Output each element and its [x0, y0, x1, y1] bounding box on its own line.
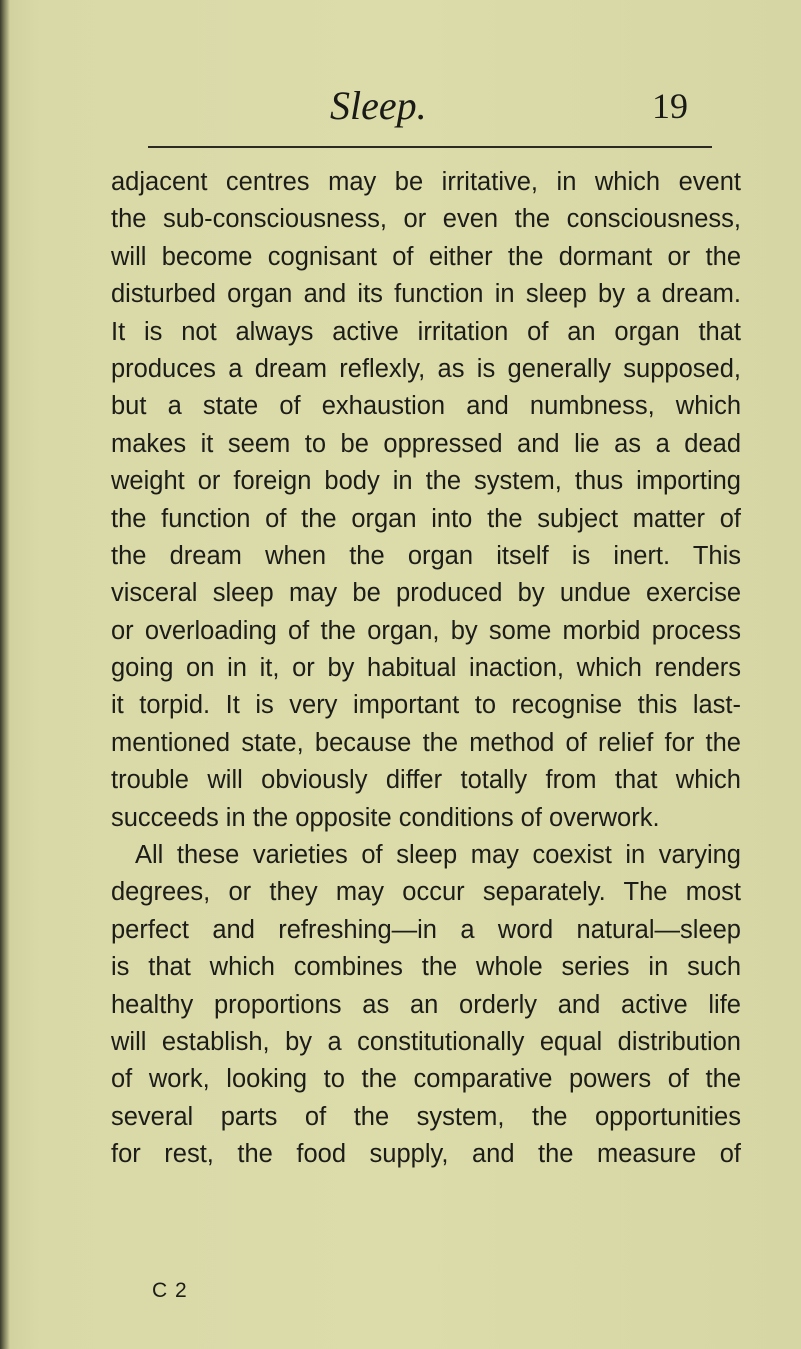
text-line: or overloading of the organ, by some morbid process: [111, 616, 741, 645]
running-title: Sleep.: [330, 83, 427, 128]
text-line: it torpid. It is very important to recognise this last-: [111, 691, 741, 720]
signature-mark: C 2: [152, 1279, 188, 1302]
text-line: the function of the organ into the subject matter of: [111, 504, 741, 533]
text-line: trouble will obviously differ totally from that which: [111, 766, 741, 795]
text-line: of work, looking to the comparative powers of the: [111, 1065, 741, 1094]
text-line: will become cognisant of either the dormant or the: [111, 242, 741, 271]
running-head: [0, 76, 801, 136]
text-line: the dream when the organ itself is inert. This: [111, 541, 741, 570]
text-line: degrees, or they may occur separately. The most: [111, 878, 741, 907]
text-line: for rest, the food supply, and the measure of: [111, 1140, 741, 1169]
text-line: will establish, by a constitutionally equal distribution: [111, 1027, 741, 1056]
text-line: healthy proportions as an orderly and active life: [111, 990, 741, 1019]
page-number: 19: [652, 86, 688, 126]
text-line: is that which combines the whole series in such: [111, 953, 741, 982]
text-line: succeeds in the opposite conditions of overwork.: [111, 803, 660, 832]
text-line: produces a dream reflexly, as is generally supposed,: [111, 354, 741, 383]
text-line: visceral sleep may be produced by undue exercise: [111, 579, 741, 608]
text-line: but a state of exhaustion and numbness, which: [111, 392, 741, 421]
text-line: adjacent centres may be irritative, in which event: [111, 168, 741, 196]
text-line: disturbed organ and its function in sleep by a dream.: [111, 280, 741, 309]
text-line: perfect and refreshing—in a word natural—sleep: [111, 915, 741, 944]
text-line: several parts of the system, the opportunities: [111, 1102, 741, 1131]
text-line: mentioned state, because the method of relief for the: [111, 728, 741, 757]
text-line: makes it seem to be oppressed and lie as a dead: [111, 429, 741, 458]
text-line: going on in it, or by habitual inaction, which renders: [111, 654, 741, 683]
page-edge-shadow: [0, 0, 10, 1349]
text-line: the sub-consciousness, or even the consciousness,: [111, 205, 741, 234]
text-line: weight or foreign body in the system, thus importing: [111, 467, 741, 496]
text-line: All these varieties of sleep may coexist in varying: [135, 841, 741, 870]
header-rule: [148, 146, 712, 148]
body-text: [111, 164, 741, 1174]
text-line: It is not always active irritation of an organ that: [111, 317, 741, 346]
